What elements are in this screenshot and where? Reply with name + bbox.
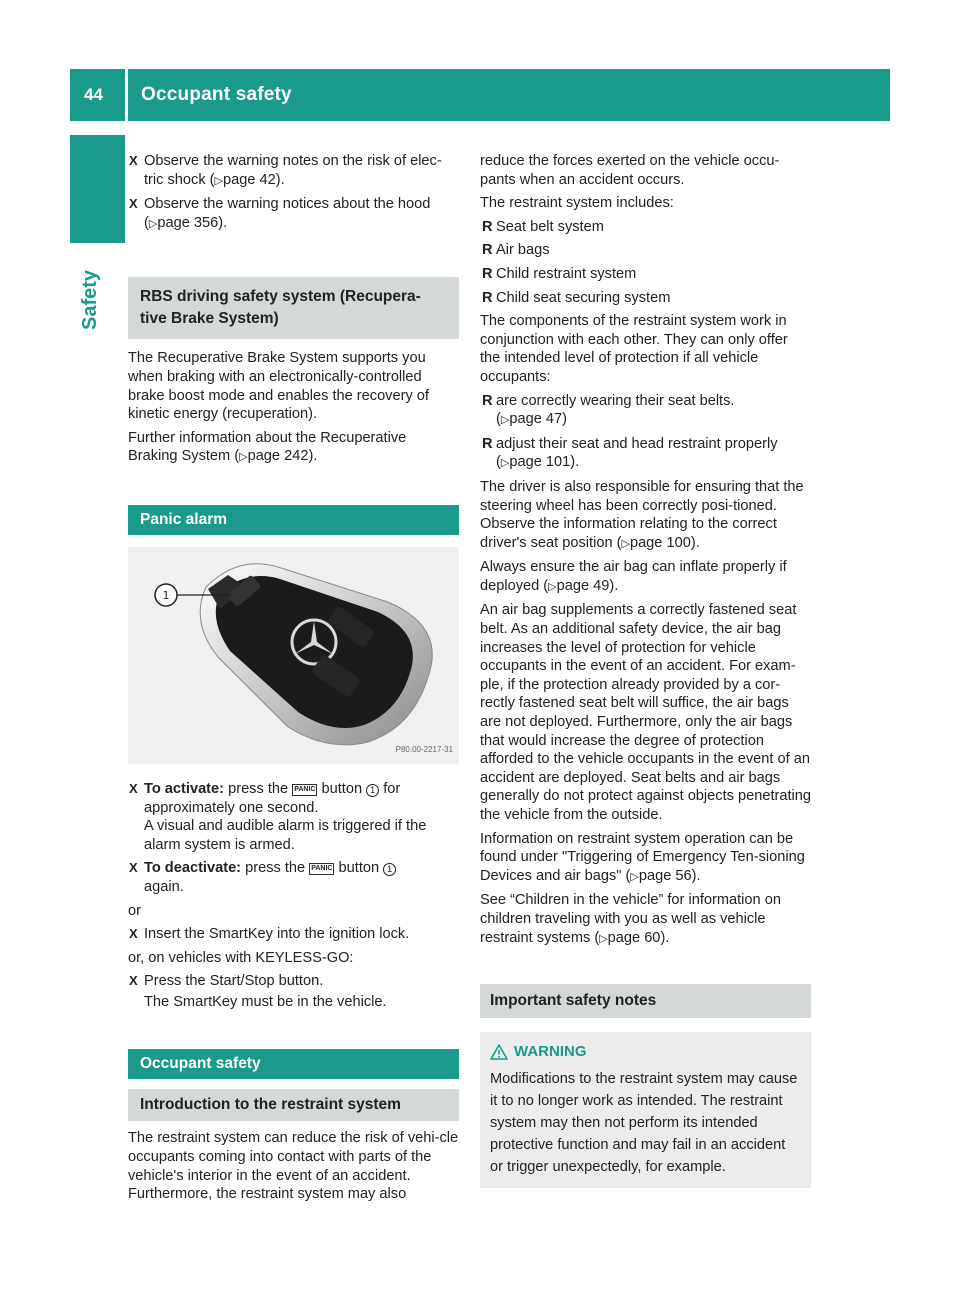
step-press-start-stop: X Press the Start/Stop button.	[129, 973, 324, 990]
includes-label: The restraint system includes:	[480, 195, 674, 212]
list-item: R Child restraint system	[482, 265, 637, 282]
step-marker-icon: X	[129, 196, 138, 212]
bullet-icon: R	[482, 242, 493, 259]
children-paragraph: See “Children in the vehicle” for information on children traveling with you as well as vehicle restraint systems (▷page 60).	[480, 892, 781, 946]
rbs-paragraph: The Recuperative Brake System supports you when braking with an electronically-controlled brake boost mode and enables the recovery of kinetic energy (recuperation).	[128, 350, 429, 423]
restraint-info-paragraph: Information on restraint system operation can be found under "Triggering of Emergency Ten-sioning Devices and air bags" (▷page 56).	[480, 830, 805, 884]
page-link[interactable]: page 49	[556, 577, 610, 594]
step-electric-shock: X Observe the warning notes on the risk of elec-tric shock (▷page 42).	[129, 153, 442, 188]
step-marker-icon: X	[129, 860, 138, 876]
warning-box	[480, 1032, 811, 1188]
page-ref-arrow-icon: ▷	[214, 174, 224, 187]
restraint-intro-heading: Introduction to the restraint system	[128, 1089, 459, 1121]
step-hood: X Observe the warning notices about the hood (▷page 356).	[129, 196, 431, 231]
page-ref-arrow-icon: ▷	[500, 414, 510, 427]
page-ref-arrow-icon: ▷	[621, 537, 630, 550]
page-link[interactable]: page 56	[638, 867, 692, 884]
bullet-icon: R	[482, 218, 493, 235]
or-text: or	[128, 902, 141, 919]
side-tab-label: Safety	[79, 269, 101, 330]
list-item: R Air bags	[482, 242, 550, 259]
page-ref-arrow-icon: ▷	[239, 451, 248, 464]
step-deactivate: X To deactivate: press the PANIC button 1 again.	[128, 859, 459, 896]
header-divider	[125, 69, 128, 121]
panic-button-icon: PANIC	[292, 784, 317, 796]
left-column	[128, 152, 459, 1209]
step-insert-smartkey: X Insert the SmartKey into the ignition lock.	[129, 926, 410, 943]
page-link[interactable]: page 47	[509, 411, 563, 428]
page-ref-arrow-icon: ▷	[548, 580, 557, 593]
step-marker-icon: X	[129, 780, 138, 796]
page-ref-arrow-icon: ▷	[148, 217, 158, 230]
page-link[interactable]: page 42	[223, 171, 276, 188]
page-link[interactable]: page 60	[607, 929, 661, 946]
right-column	[480, 152, 811, 1188]
list-item: R Child seat securing system	[482, 289, 671, 306]
step-marker-icon: X	[129, 926, 138, 942]
airbag-inflate-paragraph: Always ensure the air bag can inflate properly if deployed (▷page 49).	[480, 559, 787, 594]
bullet-icon: R	[482, 289, 493, 306]
list-item: R adjust their seat and head restraint properly (▷page 101).	[482, 435, 778, 471]
list-item: R are correctly wearing their seat belts. (▷page 47)	[482, 392, 735, 428]
press-note: The SmartKey must be in the vehicle.	[144, 993, 387, 1010]
warning-header: WARNING	[490, 1042, 801, 1062]
page-ref-arrow-icon: ▷	[630, 870, 639, 883]
svg-text:1: 1	[162, 588, 170, 602]
bullet-icon: R	[482, 392, 493, 409]
callout-number-icon: 1	[366, 784, 379, 797]
rbs-heading: RBS driving safety system (Recupera-tive Brake System)	[128, 277, 459, 339]
list-item: R Seat belt system	[482, 218, 604, 235]
important-safety-heading: Important safety notes	[480, 984, 811, 1018]
occupant-safety-heading: Occupant safety	[128, 1049, 459, 1079]
page-ref-arrow-icon: ▷	[500, 457, 510, 470]
components-paragraph: The components of the restraint system work in conjunction with each other. They can only offer the intended level of protection if all vehicle occupants:	[480, 313, 788, 385]
step-activate: X To activate: press the PANIC button 1 for approximately one second. A visual and audible alarm is triggered if the alarm system is armed.	[129, 780, 427, 853]
panic-alarm-heading: Panic alarm	[128, 505, 459, 535]
driver-paragraph: The driver is also responsible for ensuring that the steering wheel has been correctly posi-tioned. Observe the information relating to the correct driver's seat position (▷page 100).	[480, 478, 804, 551]
rbs-further-info: Further information about the Recuperative Braking System (▷page 242).	[128, 429, 407, 465]
page-ref-arrow-icon: ▷	[599, 932, 608, 945]
page-title: Occupant safety	[141, 84, 292, 105]
step-marker-icon: X	[129, 973, 138, 989]
image-code: P80.00-2217-31	[395, 745, 453, 755]
callout-number-icon: 1	[383, 863, 396, 876]
airbag-supplement-paragraph: An air bag supplements a correctly fastened seat belt. As an additional safety device, the air bag increases the level of protection for vehicle occupants in the event of an accident. For exam-ple, if the protection already provided by a cor-rectly fastened seat belt will suffice, the air bags are not deployed. Furthermore, only the air bags that would increase the degree of protection afforded to the vehicle occupants in the event of an accident are deployed. Seat belts and air bags generally do not protect against objects penetrating the vehicle from the outside.	[480, 602, 812, 823]
page-number: 44	[84, 85, 103, 104]
restraint-intro-paragraph: The restraint system can reduce the risk of vehi-cle occupants coming into contact with parts of the vehicle's interior in the event of an accident. Furthermore, the restraint system may also	[128, 1130, 459, 1203]
panic-button-icon: PANIC	[309, 863, 334, 875]
or-keyless-text: or, on vehicles with KEYLESS-GO:	[128, 949, 354, 966]
forces-paragraph: reduce the forces exerted on the vehicle occu-pants when an accident occurs.	[480, 153, 780, 188]
page-link[interactable]: page 100	[629, 534, 691, 551]
page-link[interactable]: page 242	[247, 448, 309, 465]
page-link[interactable]: page 356	[157, 214, 219, 231]
warning-triangle-icon	[490, 1044, 508, 1060]
smartkey-image	[128, 547, 459, 764]
bullet-icon: R	[482, 435, 493, 452]
side-tab-block	[70, 135, 125, 243]
warning-text: Modifications to the restraint system may cause it to no longer work as intended. The restraint system may then not perform its intended protective function and may fail in an accident or trigger unexpectedly, for example.	[490, 1071, 798, 1176]
smartkey-icon	[128, 547, 459, 764]
bullet-icon: R	[482, 265, 493, 282]
page-link[interactable]: page 101	[509, 454, 571, 471]
step-marker-icon: X	[129, 153, 138, 168]
